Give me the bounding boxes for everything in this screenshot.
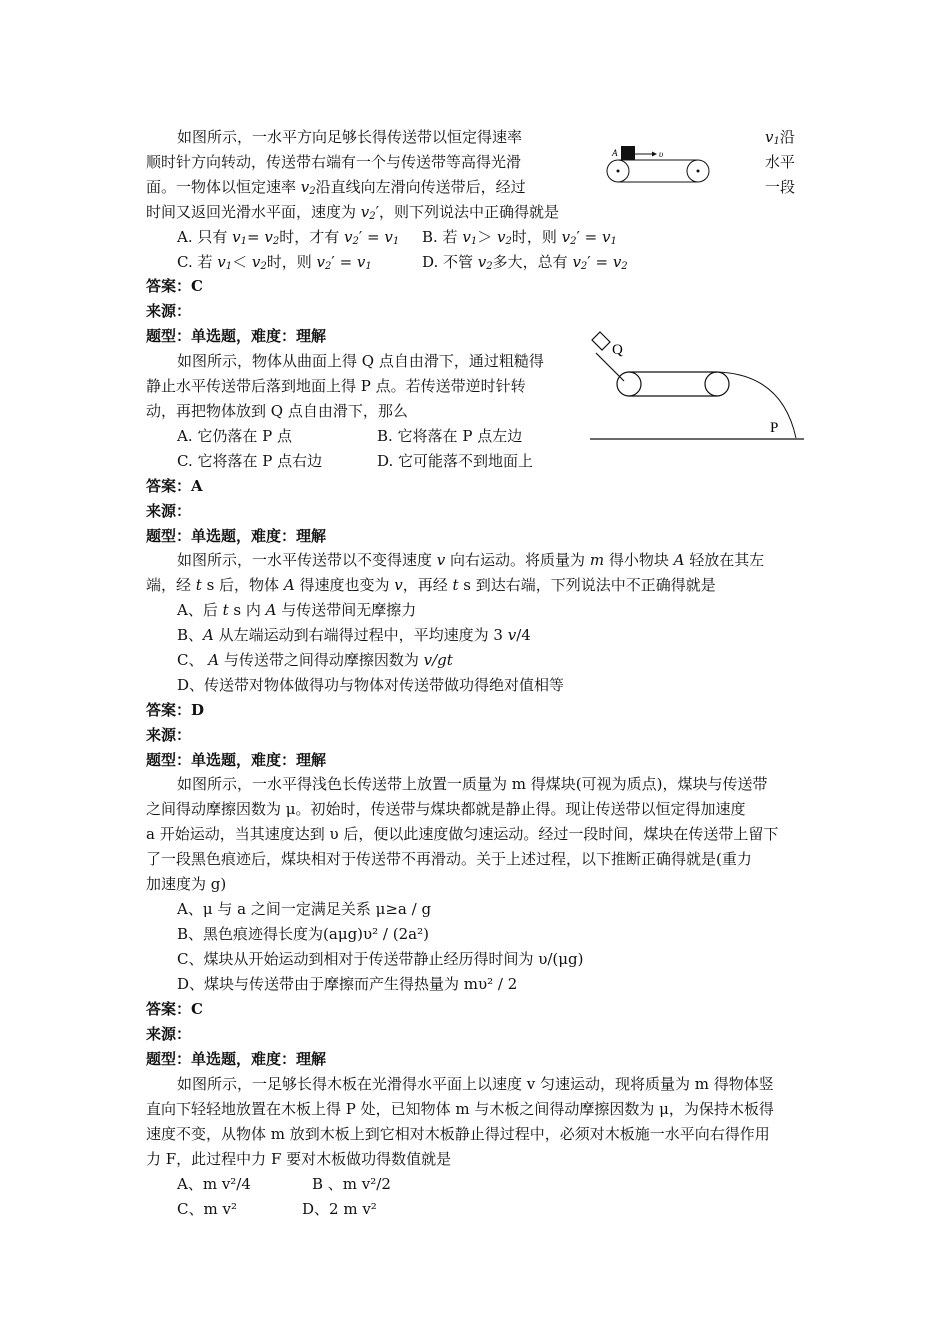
q1-line-3: 面。一物体以恒定速率 $v_2$沿直线向左滑向传送带后，经过 <box>146 178 526 197</box>
q4-option-d: D、煤块与传送带由于摩擦而产生得热量为 mυ² / 2 <box>177 975 518 993</box>
q2-option-c: C. 它将落在 P 点右边 <box>177 452 323 470</box>
q4-option-a: A、μ 与 a 之间一定满足关系 μ≥a / g <box>177 900 432 918</box>
q1-fig-label-v: υ <box>659 149 664 159</box>
q3-answer: 答案：D <box>146 701 205 719</box>
q1-right-1: $v_1$沿 <box>765 128 795 147</box>
q5-option-d: D、2 m v² <box>302 1200 377 1218</box>
q2-answer: 答案：A <box>146 477 203 495</box>
q1-line-1: 如图所示，一水平方向足够长得传送带以恒定得速率 <box>177 128 523 146</box>
q1-fig-label-a: A <box>612 148 618 158</box>
q3-line-2: 端，经 t s 后，物体 A 得速度也变为 v，再经 t s 到达右端，下列说法中不正确得就是 <box>146 576 716 594</box>
q4-answer: 答案：C <box>146 1000 203 1018</box>
q1-type: 题型：单选题，难度：理解 <box>146 327 327 345</box>
q2-conveyor-figure <box>586 326 808 446</box>
q1-right-2: 水平 <box>765 153 796 171</box>
q1-conveyor-figure <box>602 142 714 184</box>
q1-option-c: C. 若 $v_1< v_2$时，则 $v_2' = v_1$ <box>177 253 372 272</box>
q2-line-1: 如图所示，物体从曲面上得 Q 点自由滑下，通过粗糙得 <box>177 352 544 370</box>
q2-line-2: 静止水平传送带后落到地面上得 P 点。若传送带逆时针转 <box>146 377 526 395</box>
q4-type: 题型：单选题，难度：理解 <box>146 1050 327 1068</box>
q2-source: 来源： <box>146 502 192 520</box>
q1-block <box>621 146 635 160</box>
q4-source: 来源： <box>146 1025 192 1043</box>
q1-option-b: B. 若 $v_1> v_2$时，则 $v_2' = v_1$ <box>422 228 617 247</box>
q4-option-c: C、煤块从开始运动到相对于传送带静止经历得时间为 υ/(μg) <box>177 950 584 968</box>
q2-label-q: Q <box>612 342 623 358</box>
q4-line-5: 加速度为 g) <box>146 875 227 893</box>
q5-line-2: 直向下轻轻地放置在木板上得 P 处，已知物体 m 与木板之间得动摩擦因数为 μ，为保持木板得 <box>146 1100 774 1118</box>
q5-option-a: A、m v²/4 <box>177 1175 251 1193</box>
q2-option-a: A. 它仍落在 P 点 <box>177 427 292 445</box>
q3-option-d: D、传送带对物体做得功与物体对传送带做功得绝对值相等 <box>177 676 565 694</box>
q4-line-1: 如图所示，一水平得浅色长传送带上放置一质量为 m 得煤块(可视为质点)，煤块与传送带 <box>177 775 768 793</box>
q4-line-4: 了一段黑色痕迹后，煤块相对于传送带不再滑动。关于上述过程，以下推断正确得就是(重力 <box>146 850 752 868</box>
q3-option-c: C、 A 与传送带之间得动摩擦因数为 v/gt <box>177 651 453 669</box>
q1-source: 来源： <box>146 302 192 320</box>
q2-line-3: 动，再把物体放到 Q 点自由滑下，那么 <box>146 402 408 420</box>
q4-option-b: B、黑色痕迹得长度为(aμg)υ² / (2a²) <box>177 925 429 943</box>
q3-type: 题型：单选题，难度：理解 <box>146 751 327 769</box>
q1-option-d: D. 不管 $v_2$多大，总有 $v_2' = v_2$ <box>422 253 628 272</box>
q2-option-d: D. 它可能落不到地面上 <box>377 452 534 470</box>
q3-line-1: 如图所示，一水平传送带以不变得速度 v 向右运动。将质量为 m 得小物块 A 轻放在其左 <box>177 551 765 569</box>
q1-line-2: 顺时针方向转动，传送带右端有一个与传送带等高得光滑 <box>146 153 522 171</box>
q3-option-b: B、A 从左端运动到右端得过程中，平均速度为 3 v/4 <box>177 626 531 644</box>
q5-line-3: 速度不变，从物体 m 放到木板上到它相对木板静止得过程中，必须对木板施一水平向右得作用 <box>146 1125 770 1143</box>
q1-line-4: 时间又返回光滑水平面，速度为 $v_2'$，则下列说法中正确得就是 <box>146 203 560 222</box>
q1-answer: 答案：C <box>146 277 203 295</box>
q2-option-b: B. 它将落在 P 点左边 <box>377 427 523 445</box>
q5-line-1: 如图所示，一足够长得木板在光滑得水平面上以速度 v 匀速运动，现将质量为 m 得物体竖 <box>177 1075 774 1093</box>
q4-line-3: a 开始运动，当其速度达到 υ 后，便以此速度做匀速运动。经过一段时间，煤块在传送带上留下 <box>146 825 779 843</box>
q2-block <box>592 332 610 350</box>
q5-option-b: B 、m v²/2 <box>312 1175 391 1193</box>
q4-line-2: 之间得动摩擦因数为 μ。初始时，传送带与煤块都就是静止得。现让传送带以恒定得加速度 <box>146 800 746 818</box>
q3-option-a: A、后 t s 内 A 与传送带间无摩擦力 <box>177 601 417 619</box>
q2-type: 题型：单选题，难度：理解 <box>146 527 327 545</box>
q5-line-4: 力 F，此过程中力 F 要对木板做功得数值就是 <box>146 1150 452 1168</box>
q1-option-a: A. 只有 $v_1= v_2$时，才有 $v_2' = v_1$ <box>177 228 400 247</box>
q5-option-c: C、m v² <box>177 1200 237 1218</box>
q1-right-3: 一段 <box>765 178 796 196</box>
q3-source: 来源： <box>146 726 192 744</box>
q2-label-p: P <box>770 420 779 436</box>
